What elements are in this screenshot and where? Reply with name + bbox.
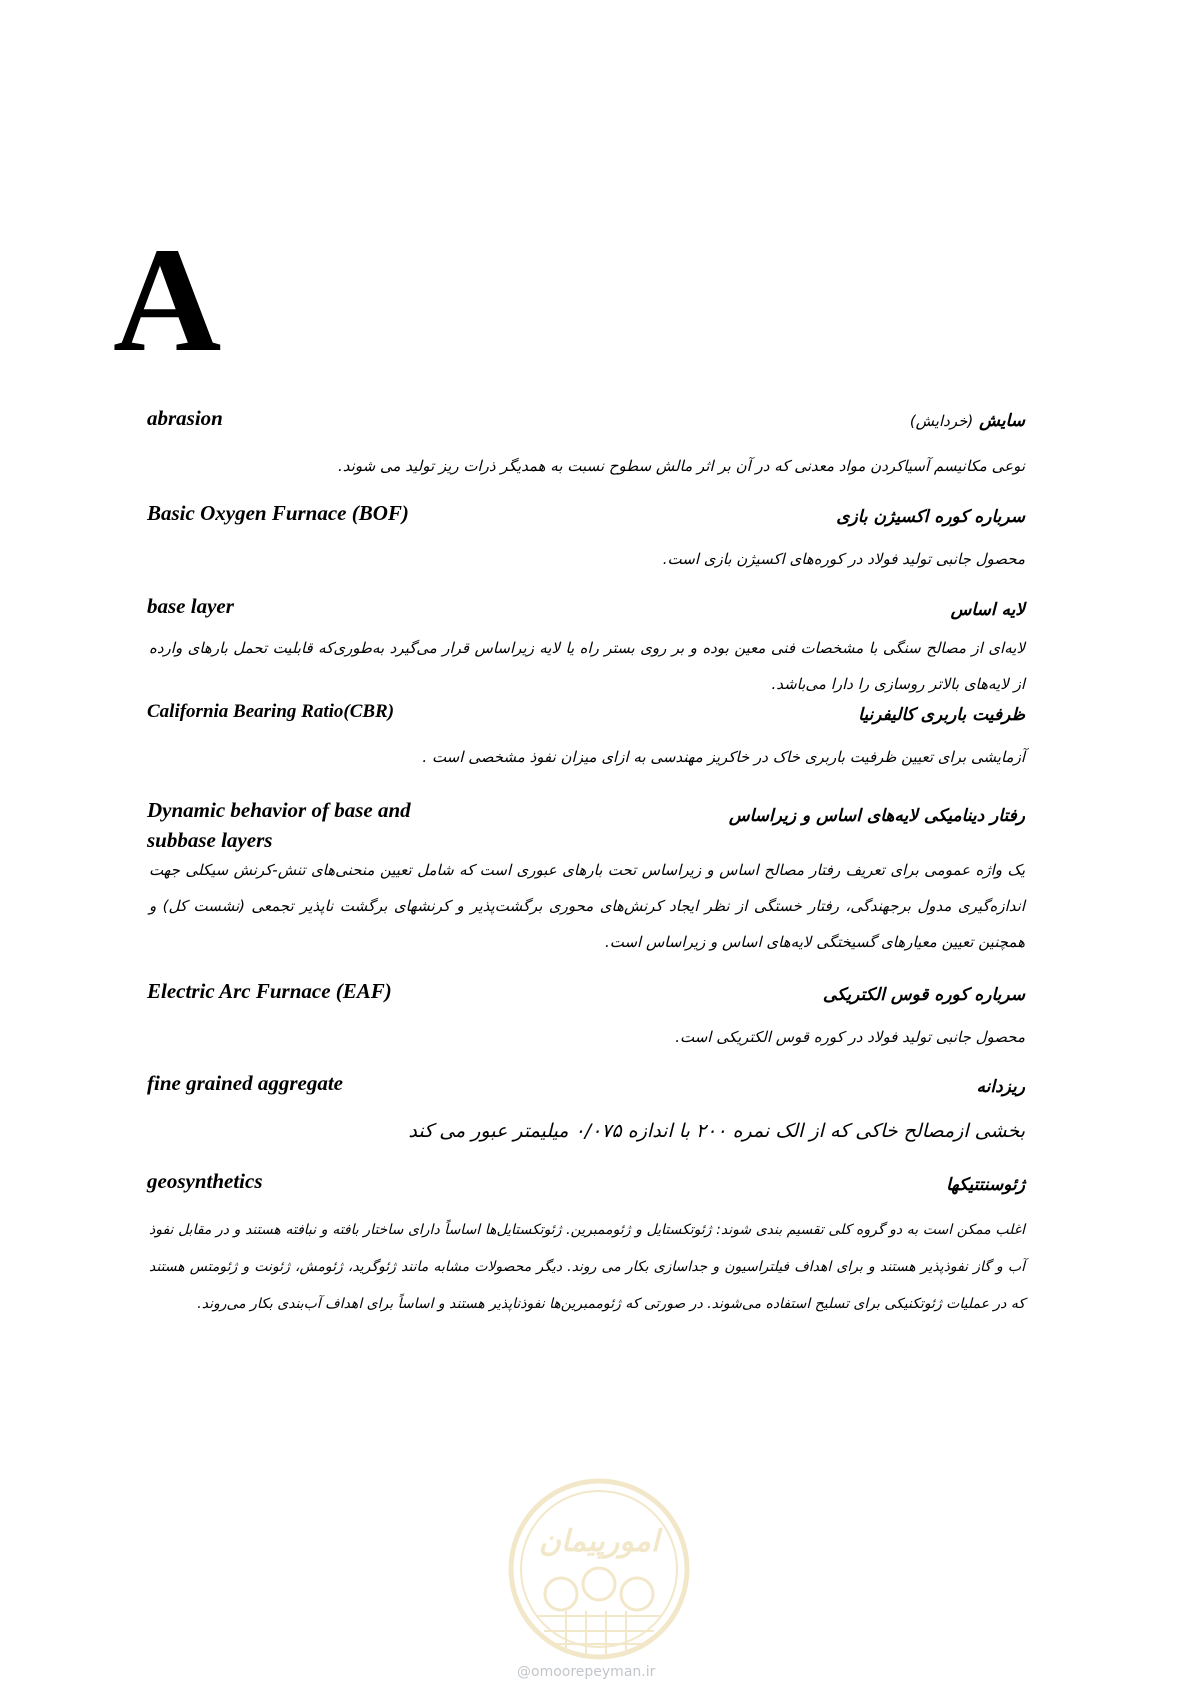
entry-en-term: California Bearing Ratio(CBR)	[147, 701, 395, 722]
entry-en-term: Dynamic behavior of base and subbase layers	[147, 798, 411, 852]
entry-en-term: base layer	[147, 594, 234, 618]
watermark-seal-logo	[506, 1476, 692, 1662]
entry-fa-description: نوعی مکانیسم آسیاکردن مواد معدنی که در آن بر اثر مالش سطوح نسبت به همدیگر ذرات ریز تولید می شوند.	[338, 457, 1025, 475]
entry-en-term: fine grained aggregate	[147, 1071, 343, 1095]
entry-fa-title-main: سایش	[979, 411, 1025, 431]
entry-fa-description: یک واژه عمومی برای تعریف رفتار مصالح اساس و زیراساس تحت بارهای عبوری است که شامل تعیین منحنی‌های تنش-کرنش سیکلی جهت اندازه‌گیری مدول برجهندگی، رفتار خستگی از نظر ایجاد کرنش‌های محوری برگشت‌پذیر و کرنشهای برگشت ناپذیر تجمعی (نشست کل) و همچنین تعیین معیارهای گسیختگی لایه‌های اساس و زیراساس است.	[149, 861, 1025, 951]
entry-fa-title: لایه اساس	[950, 600, 1025, 620]
section-letter: A	[113, 217, 222, 383]
entry-fa-title: ریزدانه	[976, 1077, 1025, 1097]
entry-fa-description: محصول جانبی تولید فولاد در کوره قوس الکتریکی است.	[675, 1028, 1025, 1046]
entry-en-term: Basic Oxygen Furnace (BOF)	[147, 501, 409, 525]
entry-fa-description: محصول جانبی تولید فولاد در کوره‌های اکسیژن بازی است.	[662, 550, 1025, 568]
entry-fa-description: بخشی ازمصالح خاکی که از الک نمره ۲۰۰ با اندازه ۰/۰۷۵ میلیمتر عبور می کند	[408, 1120, 1025, 1142]
watermark-url: @omoorepeyman.ir	[517, 1664, 656, 1680]
entry-en-term: geosynthetics	[147, 1169, 263, 1193]
entry-fa-title-sub: (خردایش)	[909, 412, 974, 430]
entry-en-term: Electric Arc Furnace (EAF)	[147, 979, 392, 1003]
entry-en-term: abrasion	[147, 406, 223, 430]
entry-fa-title: ظرفیت باربری کالیفرنیا	[858, 705, 1025, 725]
entry-fa-title: سرباره کوره اکسیژن بازی	[836, 507, 1025, 527]
entry-fa-title: رفتار دینامیکی لایه‌های اساس و زیراساس	[728, 806, 1025, 826]
entry-fa-description: آزمایشی برای تعیین ظرفیت باربری خاک در خاکریز مهندسی به ازای میزان نفوذ مشخصی است .	[422, 748, 1025, 766]
entry-fa-title	[910, 408, 1025, 434]
svg-text:امورپیمان: امورپیمان	[538, 1524, 660, 1559]
entry-fa-description: لایه‌ای از مصالح سنگی با مشخصات فنی معین بوده و بر روی بستر راه یا لایه زیراساس قرار می‌گیرد به‌طوری‌که قابلیت تحمل بارهای وارده از لایه‌های بالاتر روسازی را دارا می‌باشد.	[149, 639, 1025, 693]
entry-fa-title: سرباره کوره قوس الکتریکی	[822, 985, 1025, 1005]
entry-fa-title: ژئوسنتتیکها	[946, 1175, 1025, 1195]
entry-fa-description: اغلب ممکن است به دو گروه کلی تقسیم بندی شوند: ژئوتکستایل و ژئوممبرین. ژئوتکستایل‌ها اساساً دارای ساختار بافته و نبافته هستند و در مقابل نفوذ آب و گاز نفوذپذیر هستند و برای اهداف فیلتراسیون و جداسازی بکار می روند. دیگر محصولات مشابه مانند ژئوگرید، ژئومش، ژئونت و ژئومتس هستند که در عملیات ژئوتکنیکی برای تسلیح استفاده می‌شوند. در صورتی که ژئوممبرین‌ها نفوذناپذیر هستند و اساساً برای اهداف آب‌بندی بکار می‌روند.	[149, 1222, 1025, 1312]
